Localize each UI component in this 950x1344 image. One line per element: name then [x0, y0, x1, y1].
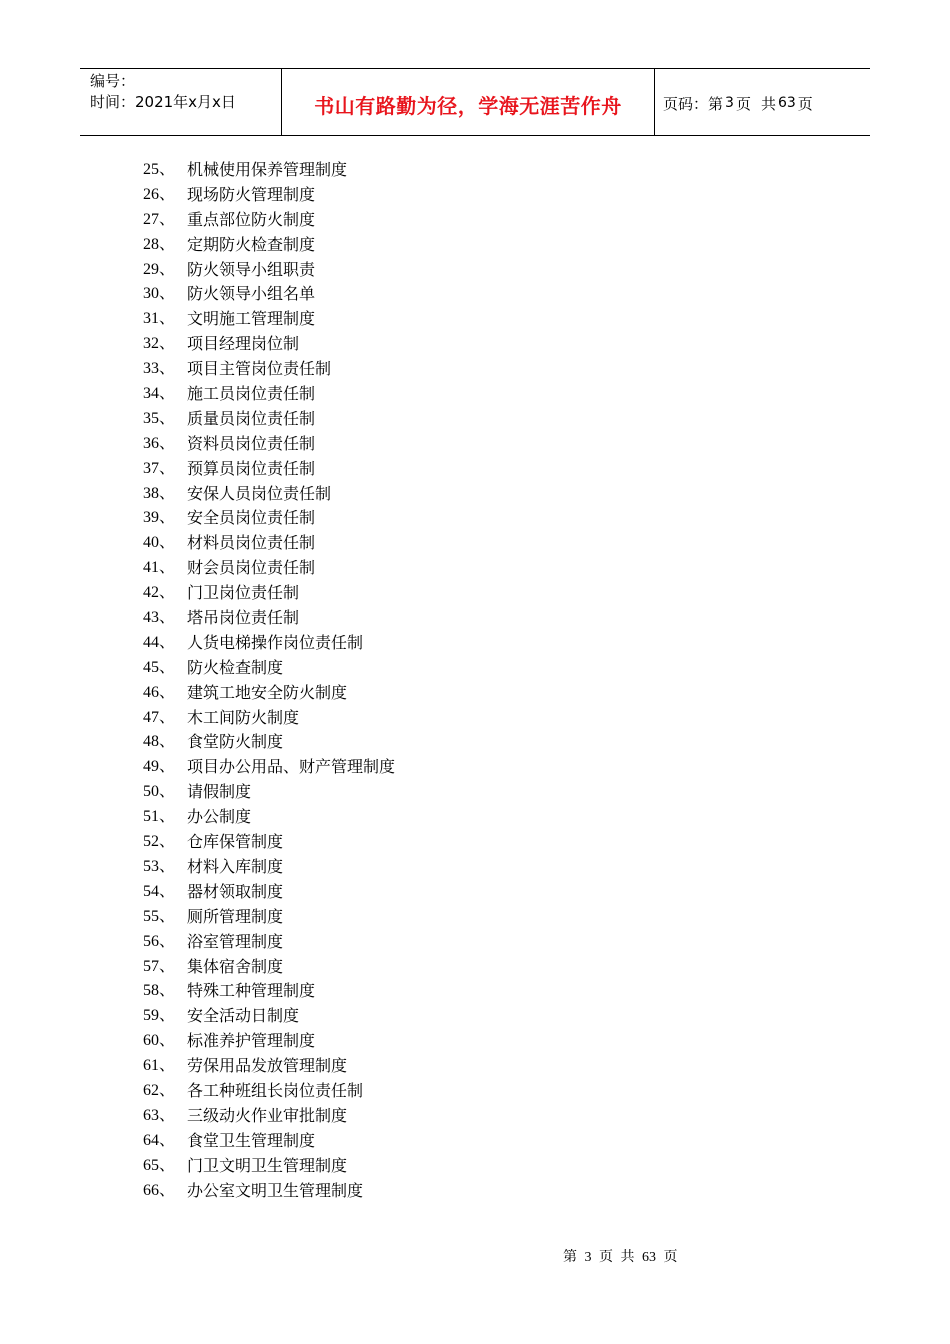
header-motto-cell: [282, 69, 655, 135]
list-item: [143, 1004, 395, 1029]
list-item: [143, 706, 395, 731]
list-item-title: 资料员岗位责任制: [187, 433, 316, 453]
list-item-number: 64、: [143, 1131, 176, 1149]
list-item-number: 58、: [143, 982, 176, 1000]
list-item-title: 劳保用品发放管理制度: [187, 1056, 348, 1076]
list-item-title: 办公制度: [187, 807, 252, 827]
list-item: [143, 282, 395, 307]
list-item-title: 财会员岗位责任制: [187, 558, 316, 578]
list-item-title: 塔吊岗位责任制: [187, 608, 300, 628]
list-item: [143, 233, 395, 258]
list-item: [143, 979, 395, 1004]
list-item-title: 防火领导小组职责: [187, 259, 316, 279]
page-mid: 页: [735, 94, 751, 113]
list-item: [143, 382, 395, 407]
list-item: [143, 855, 395, 880]
page-total: 63: [777, 95, 796, 111]
list-item-number: 28、: [143, 235, 176, 253]
list-item-title: 重点部位防火制度: [187, 209, 316, 229]
list-item-number: 62、: [143, 1081, 176, 1099]
list-item-number: 27、: [143, 210, 176, 228]
list-item-title: 厕所管理制度: [187, 906, 284, 926]
list-item-number: 46、: [143, 683, 176, 701]
list-item-title: 三级动火作业审批制度: [187, 1105, 348, 1125]
list-item: [143, 357, 395, 382]
list-item-number: 26、: [143, 185, 176, 203]
list-item-number: 55、: [143, 907, 176, 925]
list-item-title: 防火领导小组名单: [187, 284, 316, 304]
list-item-title: 浴室管理制度: [187, 931, 284, 951]
list-item: [143, 656, 395, 681]
list-item-number: 32、: [143, 335, 176, 353]
list-item: [143, 805, 395, 830]
list-item-number: 31、: [143, 310, 176, 328]
list-item-title: 安保人员岗位责任制: [187, 483, 332, 503]
list-item: [143, 1029, 395, 1054]
footer-total: 63: [642, 1250, 656, 1265]
footer-total-prefix: 共: [620, 1250, 635, 1265]
regulation-list: [143, 158, 395, 1203]
list-item: [143, 506, 395, 531]
list-item-number: 43、: [143, 609, 176, 627]
header-page-info: [655, 69, 870, 135]
list-item: [143, 1179, 395, 1204]
list-item-number: 53、: [143, 857, 176, 875]
list-item-number: 60、: [143, 1032, 176, 1050]
list-item-title: 各工种班组长岗位责任制: [187, 1080, 364, 1100]
list-item: [143, 1079, 395, 1104]
list-item: [143, 556, 395, 581]
list-item: [143, 905, 395, 930]
list-item-number: 54、: [143, 882, 176, 900]
list-item: [143, 531, 395, 556]
list-item-number: 29、: [143, 260, 176, 278]
list-item: [143, 930, 395, 955]
list-item-title: 特殊工种管理制度: [187, 981, 316, 1001]
list-item-number: 45、: [143, 658, 176, 676]
list-item-number: 49、: [143, 758, 176, 776]
list-item-number: 42、: [143, 584, 176, 602]
list-item: [143, 955, 395, 980]
list-item: [143, 1054, 395, 1079]
list-item: [143, 606, 395, 631]
list-item-title: 安全员岗位责任制: [187, 508, 316, 528]
list-item: [143, 880, 395, 905]
footer-mid: 页: [599, 1250, 613, 1265]
list-item: [143, 158, 395, 183]
list-item-title: 人货电梯操作岗位责任制: [187, 632, 364, 652]
document-time: 时间：2021年x月x日: [90, 93, 236, 111]
list-item: [143, 1104, 395, 1129]
list-item-number: 30、: [143, 285, 176, 303]
list-item: [143, 307, 395, 332]
list-item: [143, 681, 395, 706]
list-item-number: 66、: [143, 1181, 176, 1199]
list-item-title: 施工员岗位责任制: [187, 384, 316, 404]
list-item-title: 集体宿舍制度: [187, 956, 284, 976]
list-item-number: 51、: [143, 808, 176, 826]
list-item-number: 41、: [143, 559, 176, 577]
list-item: [143, 1154, 395, 1179]
list-item-title: 办公室文明卫生管理制度: [187, 1180, 364, 1200]
list-item-number: 63、: [143, 1106, 176, 1124]
page-footer: [563, 1246, 682, 1266]
list-item: [143, 332, 395, 357]
list-item-number: 48、: [143, 733, 176, 751]
list-item-title: 项目经理岗位制: [187, 334, 300, 354]
list-item-title: 项目主管岗位责任制: [187, 359, 332, 379]
list-item-number: 36、: [143, 434, 176, 452]
list-item-title: 建筑工地安全防火制度: [187, 682, 348, 702]
list-item: [143, 482, 395, 507]
list-item-title: 仓库保管制度: [187, 832, 284, 852]
list-item-number: 56、: [143, 932, 176, 950]
list-item-title: 预算员岗位责任制: [187, 458, 316, 478]
list-item-number: 38、: [143, 484, 176, 502]
list-item-title: 器材领取制度: [187, 881, 284, 901]
list-item-number: 39、: [143, 509, 176, 527]
list-item-title: 食堂卫生管理制度: [187, 1130, 316, 1150]
list-item-number: 61、: [143, 1057, 176, 1075]
list-item-number: 57、: [143, 957, 176, 975]
list-item-title: 材料员岗位责任制: [187, 533, 316, 553]
list-item-title: 食堂防火制度: [187, 732, 284, 752]
list-item-number: 65、: [143, 1156, 176, 1174]
page-suffix: 页: [797, 94, 813, 113]
header-motto: 书山有路勤为径，学海无涯苦作舟: [314, 93, 622, 118]
list-item: [143, 1129, 395, 1154]
list-item: [143, 755, 395, 780]
list-item: [143, 581, 395, 606]
list-item-title: 质量员岗位责任制: [187, 408, 316, 428]
list-item: [143, 457, 395, 482]
list-item: [143, 631, 395, 656]
list-item-title: 机械使用保养管理制度: [187, 160, 348, 179]
list-item: [143, 208, 395, 233]
page-current: 3: [725, 95, 734, 111]
list-item-title: 文明施工管理制度: [187, 309, 316, 329]
list-item: [143, 407, 395, 432]
page-prefix: 页码：第: [663, 94, 724, 113]
list-item-title: 标准养护管理制度: [187, 1031, 316, 1051]
list-item: [143, 830, 395, 855]
list-item-title: 防火检查制度: [187, 657, 284, 677]
list-item: [143, 258, 395, 283]
list-item-title: 安全活动日制度: [187, 1006, 300, 1026]
list-item-title: 定期防火检查制度: [187, 234, 316, 254]
list-item-number: 59、: [143, 1007, 176, 1025]
document-number-label: 编号：: [90, 72, 136, 90]
list-item-number: 44、: [143, 633, 176, 651]
list-item-number: 37、: [143, 459, 176, 477]
footer-prefix: 第: [563, 1250, 577, 1265]
list-item-title: 门卫文明卫生管理制度: [187, 1155, 348, 1175]
list-item-title: 请假制度: [187, 782, 252, 802]
list-item: [143, 183, 395, 208]
list-item: [143, 730, 395, 755]
list-item-title: 木工间防火制度: [187, 707, 300, 727]
list-item-number: 50、: [143, 783, 176, 801]
list-item-title: 现场防火管理制度: [187, 184, 316, 204]
list-item-title: 材料入库制度: [187, 856, 284, 876]
page-total-prefix: 共: [760, 94, 776, 113]
footer-current: 3: [584, 1250, 592, 1265]
list-item-number: 40、: [143, 534, 176, 552]
header-meta: [80, 69, 282, 135]
footer-suffix: 页: [663, 1250, 678, 1265]
list-item: [143, 780, 395, 805]
list-item-number: 25、: [143, 161, 176, 178]
list-item-number: 47、: [143, 708, 176, 726]
list-item-number: 34、: [143, 385, 176, 403]
list-item-number: 35、: [143, 409, 176, 427]
list-item-title: 项目办公用品、财产管理制度: [187, 757, 396, 777]
list-item: [143, 432, 395, 457]
page-header: [80, 68, 870, 136]
list-item-number: 52、: [143, 833, 176, 851]
list-item-title: 门卫岗位责任制: [187, 583, 300, 603]
list-item-number: 33、: [143, 360, 176, 378]
